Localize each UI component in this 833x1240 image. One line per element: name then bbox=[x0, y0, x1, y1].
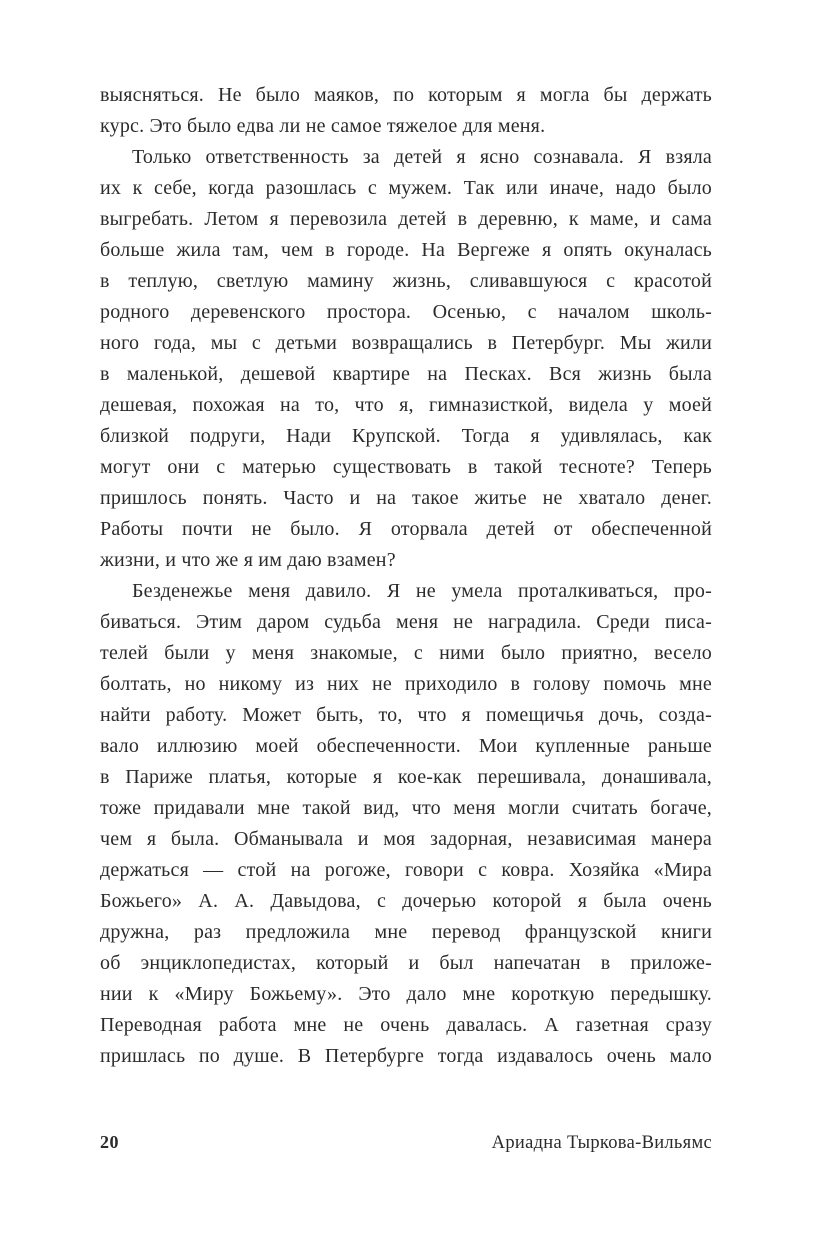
text-line: дружна, раз предложила мне перевод французской книги bbox=[100, 921, 712, 943]
text-line: их к себе, когда разошлась с мужем. Так или иначе, надо было bbox=[100, 177, 712, 199]
text-line: Божьего» А. А. Давыдова, с дочерью которой я была очень bbox=[100, 890, 712, 912]
text-line: биваться. Этим даром судьба меня не наградила. Среди писа- bbox=[100, 611, 712, 633]
text-line: курс. Это было едва ли не самое тяжелое для меня. bbox=[100, 115, 546, 137]
text-line: близкой подруги, Нади Крупской. Тогда я удивлялась, как bbox=[100, 425, 712, 447]
text-line: об энциклопедистах, который и был напечатан в приложе- bbox=[100, 952, 712, 974]
text-line: могут они с матерью существовать в такой тесноте? Теперь bbox=[100, 456, 712, 478]
page-number: 20 bbox=[100, 1132, 119, 1152]
text-line: найти работу. Может быть, то, что я помещичья дочь, созда- bbox=[100, 704, 712, 726]
text-line: жизни, и что же я им даю взамен? bbox=[100, 549, 396, 571]
text-line: держаться — стой на рогоже, говори с ковра. Хозяйка «Мира bbox=[100, 859, 712, 881]
text-line: Работы почти не было. Я оторвала детей от обеспеченной bbox=[100, 518, 712, 540]
text-line: дешевая, похожая на то, что я, гимназисткой, видела у моей bbox=[100, 394, 712, 416]
text-line: вало иллюзию моей обеспеченности. Мои купленные раньше bbox=[100, 735, 712, 757]
text-line: чем я была. Обманывала и моя задорная, независимая манера bbox=[100, 828, 712, 850]
paragraph bbox=[100, 80, 712, 142]
text-line: пришлась по душе. В Петербурге тогда издавалось очень мало bbox=[100, 1045, 712, 1067]
text-line: Безденежье меня давило. Я не умела проталкиваться, про- bbox=[132, 580, 712, 602]
text-line: в Париже платья, которые я кое-как перешивала, донашивала, bbox=[100, 766, 712, 788]
text-line: пришлось понять. Часто и на такое житье не хватало денег. bbox=[100, 487, 712, 509]
text-line: в теплую, светлую мамину жизнь, сливавшуюся с красотой bbox=[100, 270, 712, 292]
page-text bbox=[100, 80, 712, 1072]
text-line: ного года, мы с детьми возвращались в Петербург. Мы жили bbox=[100, 332, 712, 354]
text-line: в маленькой, дешевой квартире на Песках. Вся жизнь была bbox=[100, 363, 712, 385]
text-line: тоже придавали мне такой вид, что меня могли считать богаче, bbox=[100, 797, 712, 819]
paragraph bbox=[100, 142, 712, 576]
running-title-author: Ариадна Тыркова-Вильямс bbox=[491, 1133, 712, 1153]
text-line: родного деревенского простора. Осенью, с началом школь- bbox=[100, 301, 712, 323]
text-line: Только ответственность за детей я ясно сознавала. Я взяла bbox=[132, 146, 712, 168]
text-line: нии к «Миру Божьему». Это дало мне короткую передышку. bbox=[100, 983, 712, 1005]
text-line: телей были у меня знакомые, с ними было приятно, весело bbox=[100, 642, 712, 664]
text-line: выясняться. Не было маяков, по которым я могла бы держать bbox=[100, 84, 712, 106]
text-line: Переводная работа мне не очень давалась. А газетная сразу bbox=[100, 1014, 712, 1036]
text-line: болтать, но никому из них не приходило в голову помочь мне bbox=[100, 673, 712, 695]
paragraph bbox=[100, 576, 712, 1072]
text-line: больше жила там, чем в городе. На Вергеже я опять окуналась bbox=[100, 239, 712, 261]
page-footer bbox=[100, 1132, 712, 1154]
text-line: выгребать. Летом я перевозила детей в деревню, к маме, и сама bbox=[100, 208, 712, 230]
